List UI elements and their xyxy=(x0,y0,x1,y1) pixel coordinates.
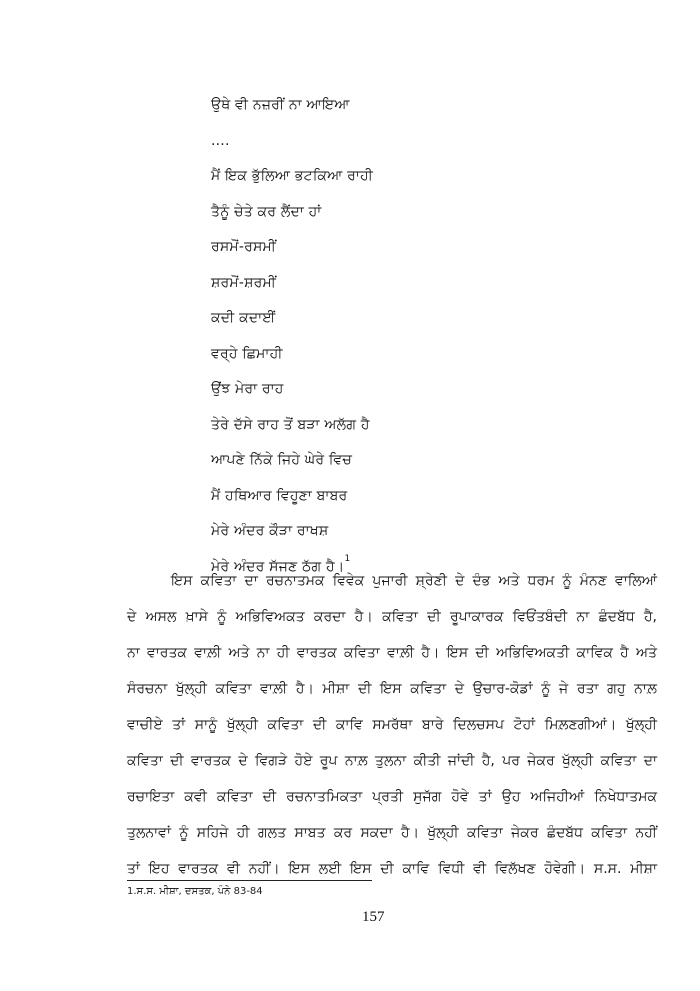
body-paragraph xyxy=(127,563,657,887)
footnote-separator xyxy=(127,880,372,881)
page-number: 157 xyxy=(362,909,385,925)
paragraph-line: ਇਸ ਕਵਿਤਾ ਦਾ ਰਚਨਾਤਮਕ ਵਿਵੇਕ ਪੁਜਾਰੀ ਸ਼੍ਰੇਣੀ ਦੇ ਦੰਭ ਅਤੇ ਧਰਮ ਨੂੰ ਮੰਨਣ ਵਾਲਿਆਂ xyxy=(171,573,657,589)
poem-line: ਮੈਂ ਹਥਿਆਰ ਵਿਹੂਣਾ ਬਾਬਰ xyxy=(211,487,348,504)
paragraph-line: ਨਾ ਵਾਰਤਕ ਵਾਲ਼ੀ ਅਤੇ ਨਾ ਹੀ ਵਾਰਤਕ ਕਵਿਤਾ ਵਾਲ਼ੀ ਹੈ। ਇਸ ਦੀ ਅਭਿਵਿਅਕਤੀ ਕਾਵਿਕ ਹੈ ਅਤੇ xyxy=(127,645,657,661)
footnote: 1.ਸ.ਸ. ਮੀਸ਼ਾ, ਦਸਤਕ, ਪੰਨੇ 83-84 xyxy=(127,886,263,897)
poem-line: ਤੇਰੇ ਦੱਸੇ ਰਾਹ ਤੋਂ ਬੜਾ ਅਲੱਗ ਹੈ xyxy=(211,416,370,433)
paragraph-line: ਤਾਂ ਇਹ ਵਾਰਤਕ ਵੀ ਨਹੀਂ। ਇਸ ਲਈ ਇਸ ਦੀ ਕਾਵਿ ਵਿਧੀ ਵੀ ਵਿਲੱਖਣ ਹੋਵੇਗੀ। ਸ.ਸ. ਮੀਸ਼ਾ xyxy=(127,861,657,877)
paragraph-line: ਵਾਚੀਏ ਤਾਂ ਸਾਨੂੰ ਖੁੱਲ੍ਹੀ ਕਵਿਤਾ ਦੀ ਕਾਵਿ ਸਮਰੱਥਾ ਬਾਰੇ ਦਿਲਚਸਪ ਟੋਹਾਂ ਮਿਲ਼ਣਗੀਆਂ। ਖੁੱਲ੍ਹੀ xyxy=(127,717,657,733)
poem-line: ਤੈਨੂੰ ਚੇਤੇ ਕਰ ਲੈਂਦਾ ਹਾਂ xyxy=(211,203,322,220)
poem-ellipsis: .... xyxy=(211,132,230,149)
footnote-reference[interactable]: 1 xyxy=(344,553,351,564)
paragraph-line: ਕਵਿਤਾ ਦੀ ਵਾਰਤਕ ਦੇ ਵਿਗੜੇ ਹੋਏ ਰੂਪ ਨਾਲ਼ ਤੁਲਨਾ ਕੀਤੀ ਜਾਂਦੀ ਹੈ, ਪਰ ਜੇਕਰ ਖੁੱਲ੍ਹੀ ਕਵਿਤਾ ਦਾ xyxy=(127,753,657,769)
paragraph-line: ਰਚਾਇਤਾ ਕਵੀ ਕਵਿਤਾ ਦੀ ਰਚਨਾਤਮਿਕਤਾ ਪ੍ਰਤੀ ਸੁਜੱਗ ਹੋਵੇ ਤਾਂ ਉਹ ਅਜਿਹੀਆਂ ਨਿਖੇਧਾਤਮਕ xyxy=(127,789,657,805)
poem-line-text: ਮੇਰੇ ਅੰਦਰ ਸੱਜਣ ਠੱਗ ਹੈ। xyxy=(211,558,345,575)
paragraph-line: ਸੰਰਚਨਾ ਖੁੱਲ੍ਹੀ ਕਵਿਤਾ ਵਾਲ਼ੀ ਹੈ। ਮੀਸ਼ਾ ਦੀ ਇਸ ਕਵਿਤਾ ਦੇ ਉਚਾਰ-ਕੋਡਾਂ ਨੂੰ ਜੇ ਰਤਾ ਗਹੁ ਨਾਲ਼ xyxy=(127,681,657,697)
poem-line: ਆਪਣੇ ਨਿੱਕੇ ਜਿਹੇ ਘੇਰੇ ਵਿਚ xyxy=(211,452,353,468)
poem-block xyxy=(211,88,631,585)
paragraph-line: ਦੇ ਅਸਲ ਖ਼ਾਸੇ ਨੂੰ ਅਭਿਵਿਅਕਤ ਕਰਦਾ ਹੈ। ਕਵਿਤਾ ਦੀ ਰੂਪਾਕਾਰਕ ਵਿਓਂਤਬੰਦੀ ਨਾ ਛੰਦਬੱਧ ਹੈ, xyxy=(127,609,657,625)
poem-line: ਮੇਰੇ ਅੰਦਰ ਕੌੜਾ ਰਾਖਸ਼ xyxy=(211,523,329,539)
poem-line: ਉਥੇ ਵੀ ਨਜ਼ਰੀਂ ਨਾ ਆਇਆ xyxy=(211,97,350,113)
poem-line: ਮੈਂ ਇਕ ਭੁੱਲਿਆ ਭਟਕਿਆ ਰਾਹੀ xyxy=(211,168,374,184)
poem-line: ਉਂਝ ਮੇਰਾ ਰਾਹ xyxy=(211,381,284,397)
poem-line: ਸ਼ਰਮੋਂ-ਸ਼ਰਮੀਂ xyxy=(211,274,277,291)
paragraph-line: ਤੁਲਨਾਵਾਂ ਨੂੰ ਸਹਿਜੇ ਹੀ ਗਲਤ ਸਾਬਤ ਕਰ ਸਕਦਾ ਹੈ। ਖੁੱਲ੍ਹੀ ਕਵਿਤਾ ਜੇਕਰ ਛੰਦਬੱਧ ਕਵਿਤਾ ਨਹੀਂ xyxy=(127,825,657,841)
poem-line: ਕਦੀ ਕਦਾਈਂ xyxy=(211,310,276,326)
poem-line: ਰਸਮੋਂ-ਰਸਮੀਂ xyxy=(211,239,277,255)
poem-line: ਵਰ੍ਹੇ ਛਿਮਾਹੀ xyxy=(211,345,283,362)
